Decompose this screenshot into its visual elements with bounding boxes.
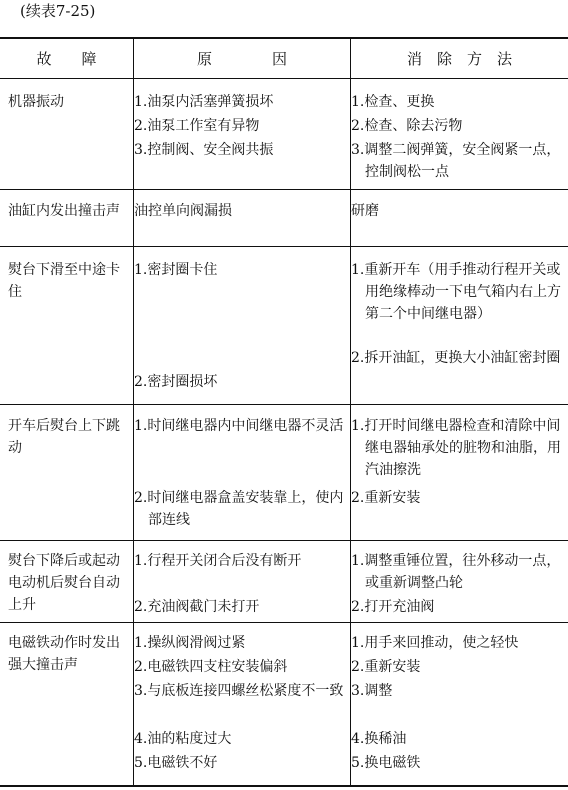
header-cause	[134, 40, 350, 76]
table-bottom-rule	[0, 785, 568, 787]
remedy-cell	[351, 200, 565, 240]
remedy-cell	[351, 91, 565, 186]
cause-cell	[134, 91, 348, 186]
cause-item: 3.控制阀、安全阀共振	[134, 142, 274, 158]
cause-item: 2.时间继电器盒盖安装靠上，使内部连线	[134, 490, 344, 528]
remedy-item: 1.调整重锤位置，往外移动一点，或重新调整凸轮	[351, 553, 561, 591]
remedy-item: 4.换稀油	[351, 731, 407, 747]
remedy-item: 2.打开充油阀	[351, 599, 435, 615]
cause-cell	[134, 415, 348, 535]
cause-cell	[134, 632, 348, 782]
remedy-item: 3.调整	[351, 683, 393, 699]
cause-item: 4.油的粘度过大	[134, 731, 232, 747]
fault-cell: 熨台下降后或起动电动机后熨台自动上升	[8, 553, 120, 613]
cause-cell	[134, 200, 348, 240]
cause-item: 1.油泵内活塞弹簧损坏	[134, 94, 274, 110]
row-divider	[0, 622, 568, 623]
header-cause-label: 原 因	[196, 49, 287, 68]
cause-cell	[134, 259, 348, 399]
remedy-cell	[351, 632, 565, 782]
fault-cell: 油缸内发出撞击声	[8, 203, 120, 219]
row-divider	[0, 540, 568, 541]
cause-item: 2.充油阀截门未打开	[134, 599, 260, 615]
row-divider	[0, 404, 568, 405]
remedy-item: 2.检查、除去污物	[351, 118, 463, 134]
header-remedy	[351, 40, 568, 76]
header-remedy-label: 消 除 方 法	[406, 49, 512, 68]
fault-cell: 机器振动	[8, 94, 64, 110]
cause-item: 2.油泵工作室有异物	[134, 118, 260, 134]
remedy-cell	[351, 259, 565, 399]
row-divider	[0, 246, 568, 247]
table-caption: (续表7-25)	[20, 2, 96, 20]
cause-item: 2.密封圈损坏	[134, 374, 218, 390]
fault-cell: 熨台下滑至中途卡住	[8, 262, 120, 300]
cause-item: 1.时间继电器内中间继电器不灵活	[134, 418, 344, 434]
cause-item: 油控单向阀漏损	[134, 203, 232, 219]
cause-item: 1.行程开关闭合后没有断开	[134, 553, 302, 569]
cause-cell	[134, 550, 348, 618]
cause-item: 1.操纵阀滑阀过紧	[134, 635, 246, 651]
remedy-cell	[351, 415, 565, 535]
header-fault-label: 故 障	[36, 49, 97, 68]
remedy-cell	[351, 550, 565, 618]
remedy-item: 5.换电磁铁	[351, 755, 421, 771]
remedy-item: 1.用手来回推动，使之轻快	[351, 635, 519, 651]
fault-cell: 开车后熨台上下跳动	[8, 418, 120, 456]
cause-item: 3.与底板连接四螺丝松紧度不一致	[134, 683, 344, 699]
remedy-item: 研磨	[351, 203, 379, 219]
header-fault	[0, 40, 133, 76]
fault-cell: 电磁铁动作时发出强大撞击声	[8, 635, 120, 673]
remedy-item: 3.调整二阀弹簧，安全阀紧一点，控制阀松一点	[351, 142, 561, 180]
cause-item: 2.电磁铁四支柱安装偏斜	[134, 659, 288, 675]
remedy-item: 2.重新安装	[351, 659, 421, 675]
row-divider	[0, 189, 568, 190]
header-bottom-rule	[0, 78, 568, 79]
remedy-item: 1.重新开车（用手推动行程开关或用绝缘棒动一下电气箱内右上方第二个中间继电器）	[351, 262, 561, 322]
table-top-rule	[0, 37, 568, 39]
remedy-item: 1.打开时间继电器检查和清除中间继电器轴承处的脏物和油脂，用汽油擦洗	[351, 418, 561, 478]
cause-item: 5.电磁铁不好	[134, 755, 218, 771]
cause-item: 1.密封圈卡住	[134, 262, 218, 278]
remedy-item: 1.检查、更换	[351, 94, 435, 110]
remedy-item: 2.重新安装	[351, 490, 421, 506]
remedy-item: 2.拆开油缸，更换大小油缸密封圈	[351, 350, 561, 366]
